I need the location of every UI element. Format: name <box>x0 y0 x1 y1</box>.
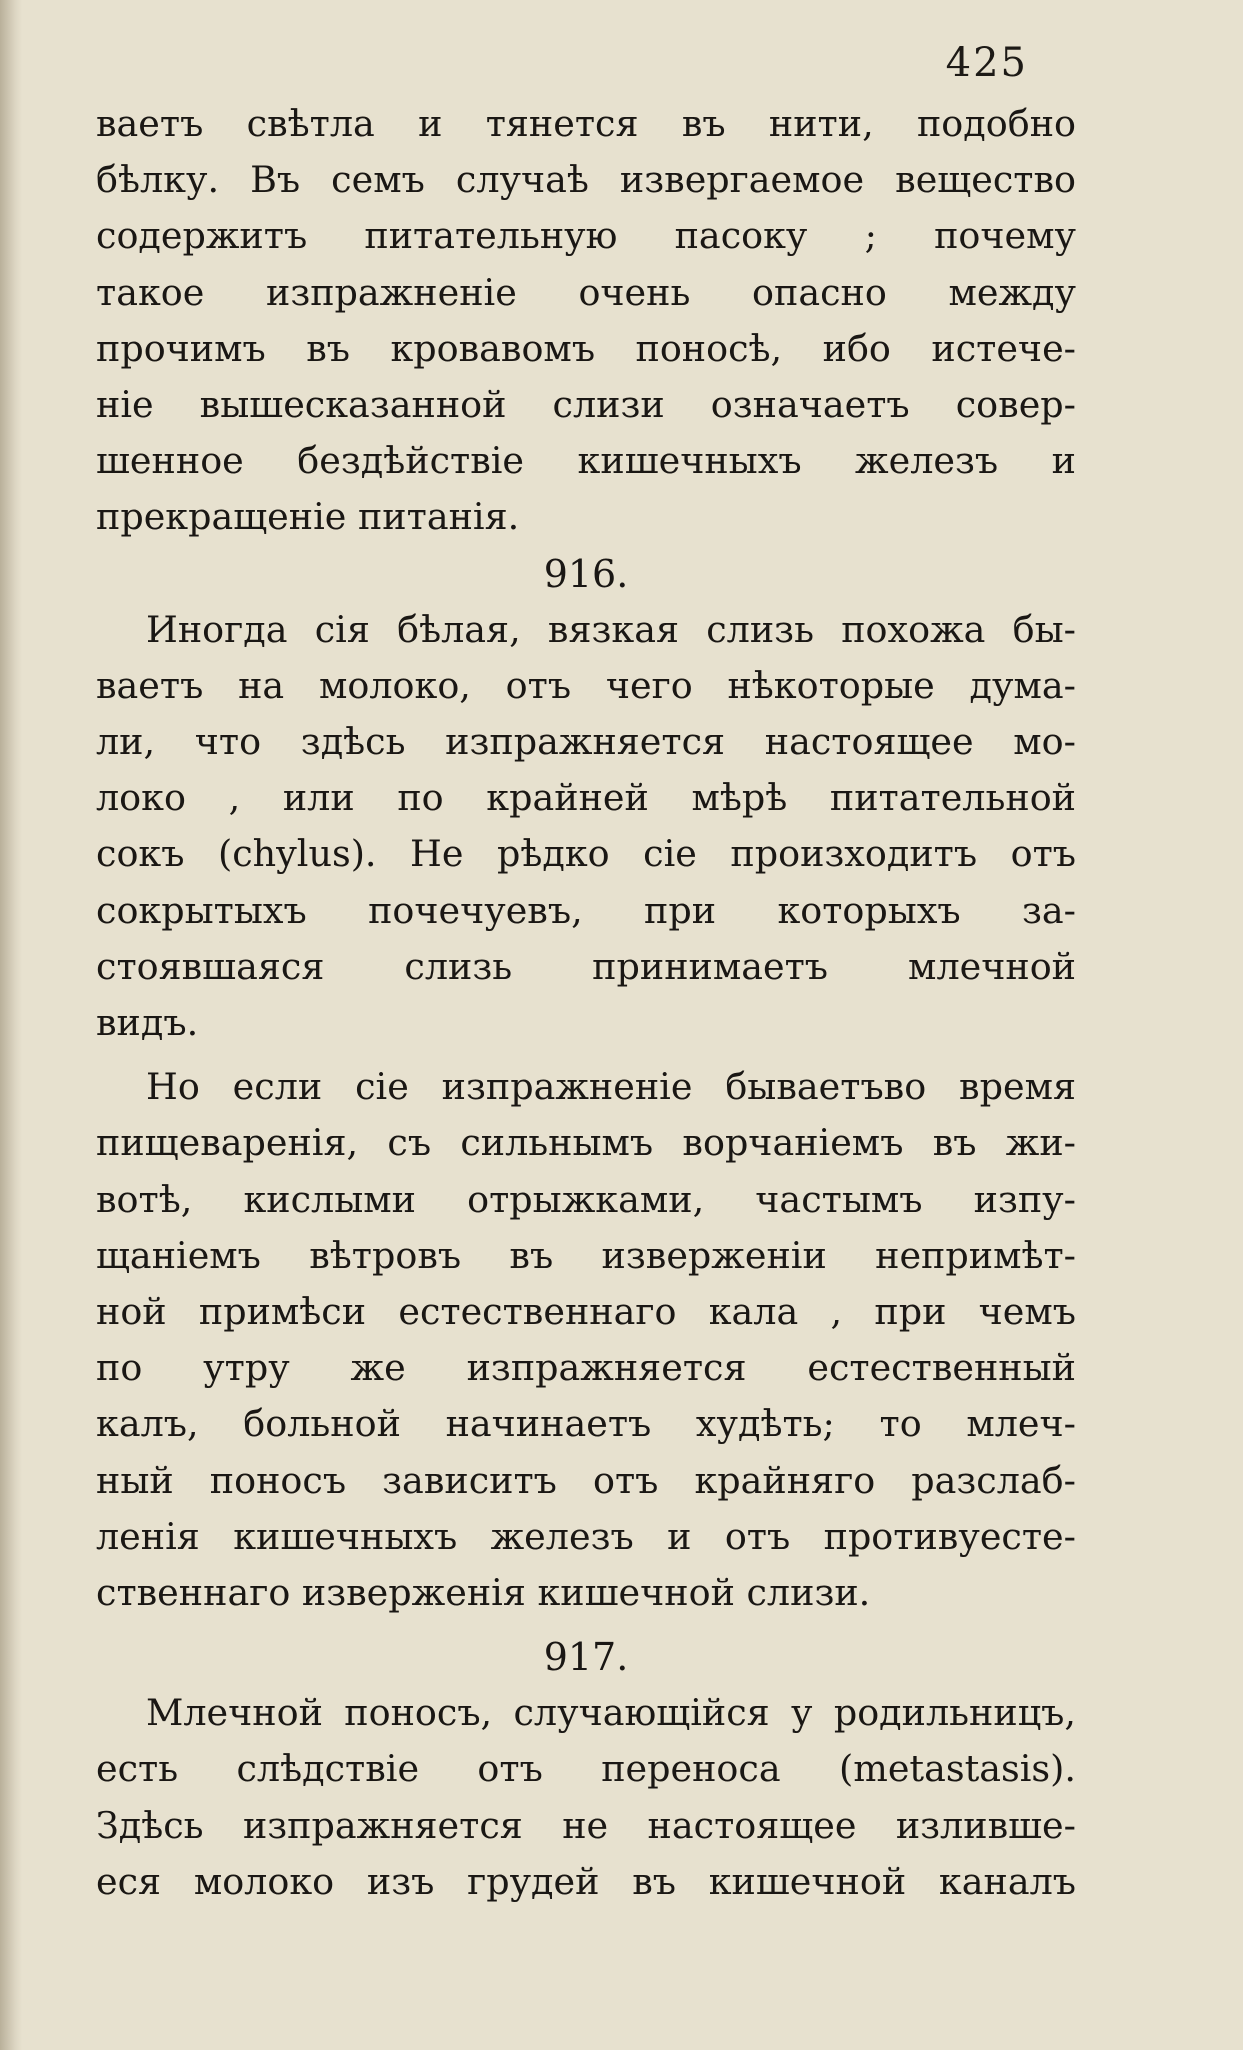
text-line: ленія кишечныхъ железъ и отъ противуесте- <box>96 1514 1076 1558</box>
text-line: содержитъ питательную пасоку ; почему <box>96 214 1076 258</box>
text-line: видъ. <box>96 1001 199 1044</box>
paragraph-917 <box>96 1685 1076 1910</box>
text-line: ваетъ свѣтла и тянется въ нити, подобно <box>96 102 1076 145</box>
text-line: шенное бездѣйствіе кишечныхъ железъ и <box>96 439 1076 483</box>
text-line: ный поносъ зависитъ отъ крайняго разслаб- <box>96 1458 1076 1502</box>
text-line: Но если сіе изпражненіе бываетъво время <box>146 1065 1076 1109</box>
paragraph-916 <box>96 602 1076 1052</box>
text-line: сокъ (chylus). Не рѣдко сіе произходитъ отъ <box>96 832 1076 876</box>
page-number: 425 <box>945 40 1028 86</box>
paragraph-916-continued <box>96 1059 1076 1621</box>
text-line: Млечной поносъ, случающійся у родильницъ, <box>146 1691 1076 1735</box>
text-line: стоявшаяся слизь принимаетъ млечной <box>96 944 1076 988</box>
text-line: такое изпражненіе очень опасно между <box>96 270 1076 314</box>
text-line: Здѣсь изпражняется не настоящее изливше- <box>96 1803 1076 1847</box>
text-line: ственнаго изверженія кишечной слизи. <box>96 1570 871 1614</box>
text-line: Иногда сія бѣлая, вязкая слизь похожа бы- <box>146 607 1076 651</box>
page-text <box>96 96 1076 1910</box>
text-line: прекращеніе питанія. <box>96 495 520 539</box>
text-line: ваетъ на молоко, отъ чего нѣкоторые дума- <box>96 663 1076 707</box>
page-spine-shadow <box>0 0 22 2050</box>
text-line: вотѣ, кислыми отрыжками, частымъ изпу- <box>96 1177 1076 1221</box>
text-line: по утру же изпражняется естественный <box>96 1346 1076 1390</box>
text-line: еся молоко изъ грудей въ кишечной каналъ <box>96 1859 1076 1903</box>
text-line: ной примѣси естественнаго кала , при чемъ <box>96 1289 1076 1333</box>
text-line: щаніемъ вѣтровъ въ изверженіи непримѣт- <box>96 1233 1076 1277</box>
text-line: пищеваренія, съ сильнымъ ворчаніемъ въ жи- <box>96 1121 1076 1165</box>
section-number-916: 916. <box>543 551 629 596</box>
text-line: локо , или по крайней мѣрѣ питательной <box>96 776 1076 820</box>
text-line: есть слѣдствіе отъ переноса (metastasis). <box>96 1747 1076 1791</box>
text-line: бѣлку. Въ семъ случаѣ извергаемое вещество <box>96 158 1076 202</box>
text-line: прочимъ въ кровавомъ поносѣ, ибо истече- <box>96 326 1076 370</box>
text-line: калъ, больной начинаетъ худѣть; то млеч- <box>96 1402 1076 1446</box>
text-line: сокрытыхъ почечуевъ, при которыхъ за- <box>96 888 1076 932</box>
paragraph-continuation <box>96 96 1076 546</box>
text-line: ли, что здѣсь изпражняется настоящее мо- <box>96 720 1076 764</box>
section-number-917: 917. <box>543 1635 629 1680</box>
text-line: ніе вышесказанной слизи означаетъ совер- <box>96 382 1076 426</box>
